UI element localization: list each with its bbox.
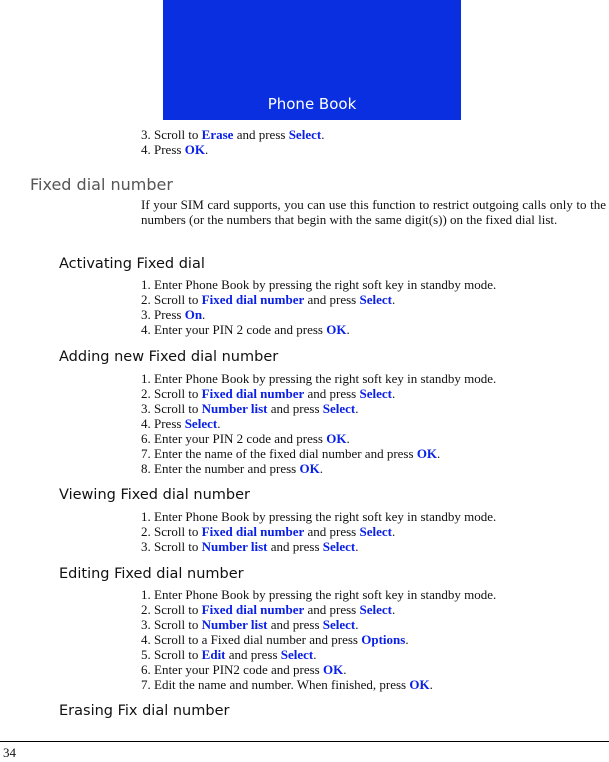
subsection-title: Adding new Fixed dial number [59, 349, 279, 365]
step: 6. Enter your PIN2 code and press OK. [141, 662, 347, 677]
keyword: Select [322, 401, 356, 416]
step: 4. Scroll to a Fixed dial number and press Options. [141, 632, 409, 647]
subsection-title: Activating Fixed dial [59, 256, 205, 272]
keyword: Select [359, 524, 392, 539]
activating-steps [141, 277, 606, 337]
phone-book-banner [163, 0, 461, 120]
subsection-title: Editing Fixed dial number [59, 566, 244, 582]
keyword: Select [359, 292, 392, 307]
keyword: Erase [201, 127, 234, 142]
page-number: 34 [3, 745, 16, 760]
step: 7. Edit the name and number. When finished, press OK. [141, 677, 433, 692]
step: 2. Scroll to Fixed dial number and press Select. [141, 524, 396, 539]
keyword: OK [322, 662, 344, 677]
step: 2. Scroll to Fixed dial number and press Select. [141, 602, 396, 617]
keyword: On [184, 307, 203, 322]
section-title: Fixed dial number [30, 175, 173, 194]
subsection-title: Erasing Fix dial number [59, 703, 230, 719]
step: 2. Scroll to Fixed dial number and press Select. [141, 386, 396, 401]
viewing-steps [141, 509, 606, 554]
keyword: Select [322, 617, 356, 632]
keyword: Fixed dial number [201, 602, 305, 617]
keyword: Edit [201, 647, 226, 662]
keyword: Select [359, 386, 392, 401]
keyword: Number list [201, 617, 268, 632]
keyword: Options [361, 632, 406, 647]
step: 3. Scroll to Number list and press Select. [141, 617, 359, 632]
keyword: OK [326, 431, 347, 446]
step: 3. Scroll to Number list and press Select. [141, 401, 359, 416]
keyword: Select [184, 416, 218, 431]
keyword: OK [299, 461, 320, 476]
keyword: Select [322, 539, 356, 554]
keyword: OK [416, 446, 438, 461]
step: 4. Press OK. [141, 142, 209, 157]
step: 2. Scroll to Fixed dial number and press Select. [141, 292, 396, 307]
section-intro: If your SIM card supports, you can use this function to restrict outgoing calls only to the numbers (or the numbers that begin with the same digit(s)) on the fixed dial list. [141, 197, 606, 227]
subsection-title: Viewing Fixed dial number [59, 487, 250, 503]
keyword: Fixed dial number [201, 524, 305, 539]
step: 6. Enter your PIN 2 code and press OK. [141, 431, 350, 446]
footer-divider [0, 741, 609, 742]
step: 4. Press Select. [141, 416, 221, 431]
keyword: Number list [201, 539, 268, 554]
keyword: OK [184, 142, 205, 157]
keyword: OK [409, 677, 430, 692]
step: 1. Enter Phone Book by pressing the right soft key in standby mode. [141, 509, 497, 524]
top-steps [141, 127, 606, 157]
step: 7. Enter the name of the fixed dial number and press OK. [141, 446, 441, 461]
step: 1. Enter Phone Book by pressing the right soft key in standby mode. [141, 277, 497, 292]
banner-title: Phone Book [267, 95, 357, 113]
step: 3. Scroll to Erase and press Select. [141, 127, 325, 142]
step: 8. Enter the number and press OK. [141, 461, 323, 476]
keyword: Select [359, 602, 392, 617]
adding-steps [141, 371, 606, 476]
keyword: Fixed dial number [201, 386, 305, 401]
keyword: Number list [201, 401, 268, 416]
editing-steps [141, 587, 606, 692]
step: 4. Enter your PIN 2 code and press OK. [141, 322, 350, 337]
step: 1. Enter Phone Book by pressing the right soft key in standby mode. [141, 587, 497, 602]
step: 3. Press On. [141, 307, 206, 322]
step: 3. Scroll to Number list and press Select. [141, 539, 359, 554]
keyword: Select [288, 127, 322, 142]
keyword: Fixed dial number [201, 292, 305, 307]
step: 5. Scroll to Edit and press Select. [141, 647, 317, 662]
keyword: Select [280, 647, 314, 662]
step: 1. Enter Phone Book by pressing the right soft key in standby mode. [141, 371, 497, 386]
keyword: OK [326, 322, 347, 337]
